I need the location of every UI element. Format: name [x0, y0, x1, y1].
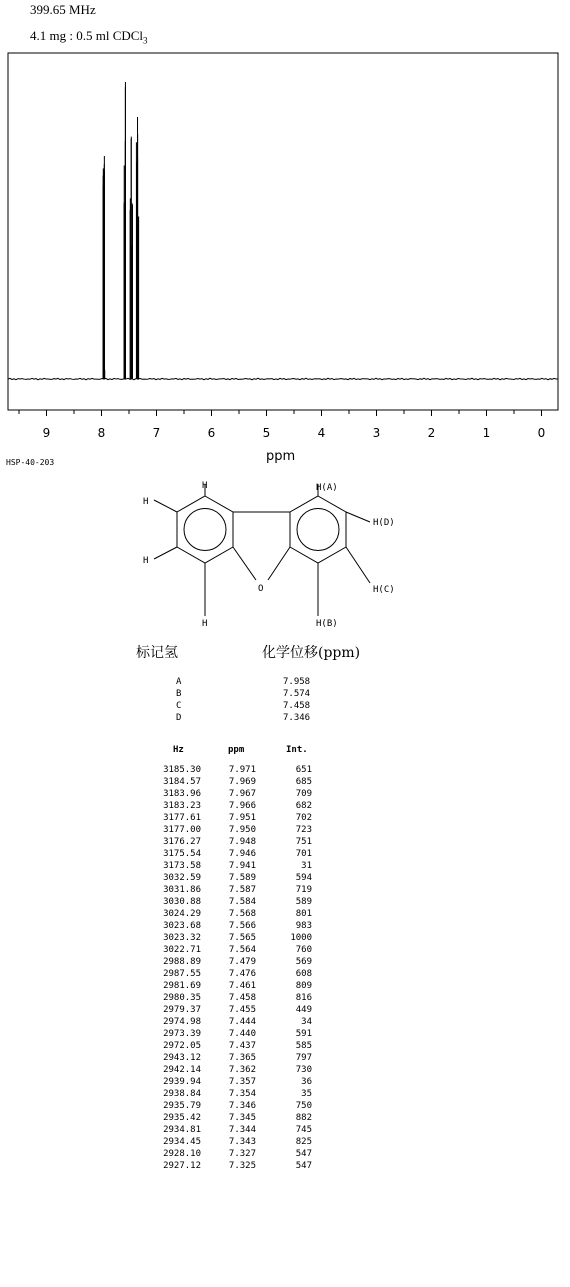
peak-row	[0, 1136, 570, 1148]
peak-hz: 2938.84	[163, 1089, 201, 1099]
bond-h-left-lower	[154, 547, 177, 559]
x-tick-label: 6	[207, 426, 216, 440]
peak-row	[0, 968, 570, 980]
assignment-label: C	[176, 701, 182, 711]
dibenzofuran-structure	[0, 476, 570, 636]
atom-label-h-bottom-left: H	[202, 619, 208, 629]
peak-hz: 3173.58	[163, 861, 201, 871]
peak-row	[0, 908, 570, 920]
peak-int: 35	[301, 1089, 312, 1099]
peak-int: 723	[295, 825, 312, 835]
peak-row	[0, 956, 570, 968]
x-tick-label: 9	[42, 426, 51, 440]
sample-text: 4.1 mg : 0.5 ml CDCl	[30, 28, 144, 43]
peak-hz: 2934.45	[163, 1137, 201, 1147]
peak-row	[0, 1040, 570, 1052]
peak-ppm: 7.971	[228, 765, 256, 775]
atom-label-oxygen: O	[258, 584, 264, 594]
peak-hz: 2974.98	[163, 1017, 201, 1027]
header-ppm: ppm	[228, 745, 245, 755]
assignment-row	[0, 700, 570, 712]
bond-left-o	[233, 547, 256, 580]
peak-hz: 2927.12	[163, 1161, 201, 1171]
sample-subscript: 3	[143, 35, 148, 46]
peak-row	[0, 1004, 570, 1016]
peak-int: 709	[295, 789, 312, 799]
peak-hz: 3030.88	[163, 897, 201, 907]
x-axis-label: ppm	[266, 449, 296, 464]
peak-hz: 2987.55	[163, 969, 201, 979]
assignment-shift: 7.346	[283, 713, 311, 723]
peak-int: 1000	[290, 933, 312, 943]
peak-row	[0, 836, 570, 848]
peak-hz: 3177.00	[163, 825, 201, 835]
peak-ppm: 7.344	[228, 1125, 256, 1135]
peaks-group	[103, 82, 139, 379]
spectrometer-frequency: 399.65 MHz	[30, 2, 96, 17]
peak-int: 745	[295, 1125, 312, 1135]
x-tick-label: 3	[372, 426, 381, 440]
peak-int: 702	[295, 813, 312, 823]
peak-int: 651	[295, 765, 312, 775]
peak-int: 701	[295, 849, 312, 859]
peak-row	[0, 788, 570, 800]
assignment-label: D	[176, 713, 182, 723]
peak-row	[0, 980, 570, 992]
peak-ppm: 7.966	[228, 801, 256, 811]
x-tick-label: 1	[482, 426, 491, 440]
peak-row	[0, 1064, 570, 1076]
peak-ppm: 7.458	[228, 993, 256, 1003]
atom-label-h-a: H(A)	[316, 483, 338, 493]
peak-int: 751	[295, 837, 312, 847]
peak-row	[0, 1112, 570, 1124]
peak-ppm: 7.346	[228, 1101, 256, 1111]
peak-ppm: 7.444	[228, 1017, 256, 1027]
peak-row	[0, 848, 570, 860]
peak-int: 983	[295, 921, 312, 931]
peak-hz: 2981.69	[163, 981, 201, 991]
peak-int: 685	[295, 777, 312, 787]
peak-hz: 3031.86	[163, 885, 201, 895]
peak-hz: 2939.94	[163, 1077, 201, 1087]
peak-row	[0, 992, 570, 1004]
peak-ppm: 7.362	[228, 1065, 256, 1075]
peak-hz: 3023.68	[163, 921, 201, 931]
peak-row	[0, 860, 570, 872]
peak-ppm: 7.455	[228, 1005, 256, 1015]
x-tick-label: 7	[152, 426, 161, 440]
atom-label-h-top-left: H	[202, 481, 208, 491]
peak-row	[0, 812, 570, 824]
peak-ppm: 7.325	[228, 1161, 256, 1171]
peak-ppm: 7.587	[228, 885, 256, 895]
atom-label-h-left-upper: H	[143, 497, 149, 507]
assignment-row	[0, 712, 570, 724]
structure-bonds	[154, 484, 370, 616]
bond-h-d	[346, 512, 370, 522]
bond-h-left-upper	[154, 500, 177, 512]
peak-row	[0, 824, 570, 836]
peak-int: 797	[295, 1053, 312, 1063]
peak-hz: 2942.14	[163, 1065, 201, 1075]
peak-hz: 3023.32	[163, 933, 201, 943]
peak-ppm: 7.479	[228, 957, 256, 967]
peak-hz: 3177.61	[163, 813, 201, 823]
peak-int: 34	[301, 1017, 312, 1027]
x-tick-label: 2	[427, 426, 436, 440]
peak-row	[0, 764, 570, 776]
peak-ppm: 7.345	[228, 1113, 256, 1123]
atom-label-h-d: H(D)	[373, 518, 395, 528]
peak-hz: 3022.71	[163, 945, 201, 955]
peak-int: 449	[295, 1005, 312, 1015]
peak-int: 760	[295, 945, 312, 955]
peak-hz: 3032.59	[163, 873, 201, 883]
peak-ppm: 7.357	[228, 1077, 256, 1087]
peak-row	[0, 884, 570, 896]
left-ring	[177, 496, 233, 563]
peak-int: 719	[295, 885, 312, 895]
peak-ppm: 7.589	[228, 873, 256, 883]
peak-ppm: 7.948	[228, 837, 256, 847]
atom-label-h-c: H(C)	[373, 585, 395, 595]
peak-row	[0, 1076, 570, 1088]
peak-ppm: 7.584	[228, 897, 256, 907]
peak-int: 591	[295, 1029, 312, 1039]
x-tick-label: 4	[317, 426, 326, 440]
right-ring-circle	[297, 509, 339, 551]
peak-hz: 3183.96	[163, 789, 201, 799]
baseline-group	[8, 378, 558, 380]
bond-h-c	[346, 547, 370, 583]
peak-int: 816	[295, 993, 312, 1003]
assignment-shift: 7.574	[283, 689, 311, 699]
header-int: Int.	[286, 745, 308, 755]
header-hz: Hz	[173, 745, 184, 755]
peak-hz: 2972.05	[163, 1041, 201, 1051]
peak-ppm: 7.476	[228, 969, 256, 979]
peak-int: 31	[301, 861, 312, 871]
peak-hz: 3175.54	[163, 849, 201, 859]
peak-ppm: 7.461	[228, 981, 256, 991]
peak-ppm: 7.343	[228, 1137, 256, 1147]
assignment-row	[0, 676, 570, 688]
x-tick-label: 8	[97, 426, 106, 440]
assignment-shift: 7.458	[283, 701, 311, 711]
peak-ppm: 7.568	[228, 909, 256, 919]
peak-hz: 3024.29	[163, 909, 201, 919]
peak-ppm: 7.354	[228, 1089, 256, 1099]
peak-row	[0, 1160, 570, 1172]
assignment-label: B	[176, 689, 182, 699]
peak-hz: 3176.27	[163, 837, 201, 847]
left-ring-circle	[184, 509, 226, 551]
peak-hz: 2988.89	[163, 957, 201, 967]
assignment-table	[0, 676, 570, 724]
peak-int: 750	[295, 1101, 312, 1111]
peak-ppm: 7.564	[228, 945, 256, 955]
peak-hz: 2979.37	[163, 1005, 201, 1015]
peak-ppm: 7.365	[228, 1053, 256, 1063]
peak-int: 585	[295, 1041, 312, 1051]
peak-int: 608	[295, 969, 312, 979]
x-tick-label: 0	[537, 426, 546, 440]
peak-hz: 2943.12	[163, 1053, 201, 1063]
peak-row	[0, 1100, 570, 1112]
right-ring	[290, 496, 346, 563]
peak-hz: 2973.39	[163, 1029, 201, 1039]
assignment-shift-header: 化学位移(ppm)	[262, 645, 361, 661]
peak-ppm: 7.950	[228, 825, 256, 835]
peak-hz: 3184.57	[163, 777, 201, 787]
peak-int: 36	[301, 1077, 312, 1087]
peak-ppm: 7.437	[228, 1041, 256, 1051]
peak-row	[0, 872, 570, 884]
peak-int: 882	[295, 1113, 312, 1123]
peak-hz: 2928.10	[163, 1149, 201, 1159]
bond-right-o	[268, 547, 290, 580]
assignment-shift: 7.958	[283, 677, 311, 687]
assignment-label-header: 标记氢	[136, 645, 178, 661]
assignment-row	[0, 688, 570, 700]
plot-frame	[8, 53, 558, 410]
peak-int: 809	[295, 981, 312, 991]
baseline	[8, 378, 558, 380]
spectrum-code: HSP-40-203	[6, 458, 55, 467]
peak-ppm: 7.327	[228, 1149, 256, 1159]
peak-row	[0, 1016, 570, 1028]
peak-ppm: 7.967	[228, 789, 256, 799]
peak-ppm: 7.941	[228, 861, 256, 871]
peak-row	[0, 1124, 570, 1136]
x-axis-ticks	[19, 410, 545, 440]
peak-row	[0, 920, 570, 932]
peak-row	[0, 800, 570, 812]
peak-int: 801	[295, 909, 312, 919]
atom-label-h-b: H(B)	[316, 619, 338, 629]
peak-hz: 2934.81	[163, 1125, 201, 1135]
peak-table-header	[0, 744, 570, 764]
peak-int: 589	[295, 897, 312, 907]
peak-rows	[0, 764, 570, 1172]
peak-ppm: 7.969	[228, 777, 256, 787]
peak-ppm: 7.565	[228, 933, 256, 943]
peak-int: 547	[295, 1149, 312, 1159]
peak-ppm: 7.440	[228, 1029, 256, 1039]
peak-int: 569	[295, 957, 312, 967]
peak-int: 682	[295, 801, 312, 811]
peak-hz: 2980.35	[163, 993, 201, 1003]
peak-row	[0, 944, 570, 956]
nmr-spectrum-chart	[0, 0, 570, 445]
peak-int: 594	[295, 873, 312, 883]
peak-int: 547	[295, 1161, 312, 1171]
peak-int: 730	[295, 1065, 312, 1075]
peak-hz: 2935.79	[163, 1101, 201, 1111]
peak-row	[0, 932, 570, 944]
peak-int: 825	[295, 1137, 312, 1147]
peak-row	[0, 1052, 570, 1064]
peak-row	[0, 1148, 570, 1160]
x-tick-label: 5	[262, 426, 271, 440]
peak-ppm: 7.566	[228, 921, 256, 931]
peak-row	[0, 1088, 570, 1100]
peak-ppm: 7.946	[228, 849, 256, 859]
peak-hz: 3183.23	[163, 801, 201, 811]
peak-row	[0, 776, 570, 788]
peak-hz: 2935.42	[163, 1113, 201, 1123]
peak-hz: 3185.30	[163, 765, 201, 775]
assignment-label: A	[176, 677, 182, 687]
peak-table	[0, 744, 570, 1172]
peak-ppm: 7.951	[228, 813, 256, 823]
atom-label-h-left-lower: H	[143, 556, 149, 566]
peak-row	[0, 896, 570, 908]
peak-row	[0, 1028, 570, 1040]
